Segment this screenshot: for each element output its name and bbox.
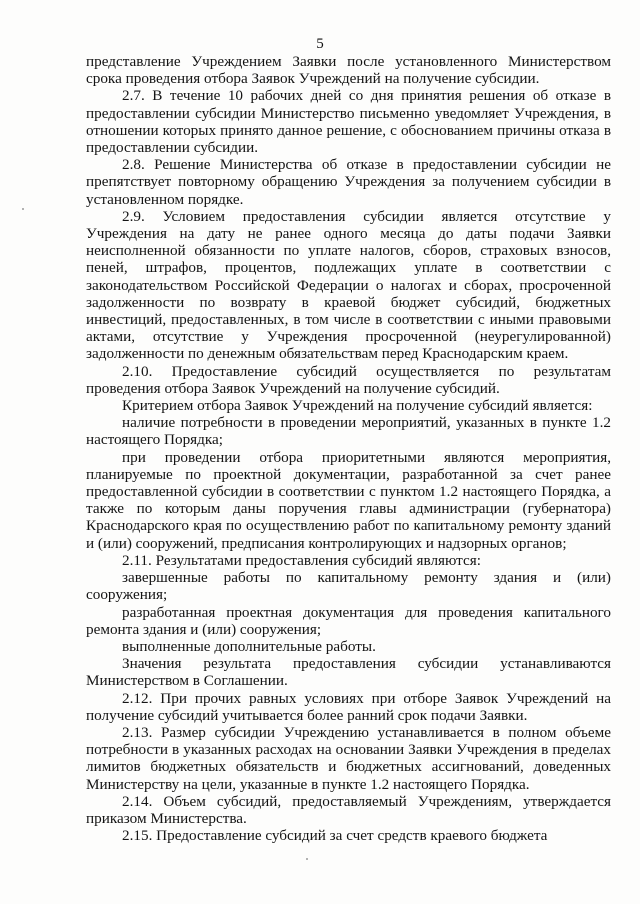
paragraph-criterion-need: наличие потребности в проведении мероприятий, указанных в пункте 1.2 настоящего Порядка; (86, 414, 611, 449)
scan-speck (22, 208, 24, 210)
paragraph-continuation: представление Учреждением Заявки после установленного Министерством срока проведения отбора Заявок Учреждений на получение субсидии. (86, 53, 611, 88)
paragraph-2-13: 2.13. Размер субсидии Учреждению устанавливается в полном объеме потребности в указанных расходах на основании Заявки Учреждения в пределах лимитов бюджетных обязательств и бюджетных ассигнований, доведенных Министерству на цели, указанные в пункте 1.2 настоящего Порядка. (86, 723, 611, 793)
page-number: 5 (316, 36, 324, 52)
paragraph-2-11: 2.11. Результатами предоставления субсидий являются: (122, 551, 481, 569)
paragraph-2-10: 2.10. Предоставление субсидий осуществляется по результатам проведения отбора Заявок Учреждений на получение субсидий. (86, 362, 611, 397)
paragraph-2-7: 2.7. В течение 10 рабочих дней со дня принятия решения об отказе в предоставлении субсидии Министерство письменно уведомляет Учреждения, в отношении которых принято данное решение, с обоснованием причины отказа в предоставлении субсидии. (86, 87, 611, 157)
paragraph-2-9: 2.9. Условием предоставления субсидии является отсутствие у Учреждения на дату не ранее одного месяца до даты подачи Заявки неисполненной обязанности по уплате налогов, сборов, страховых взносов, пеней, штрафов, процентов, подлежащих уплате в соответствии с законодательством Российской Федерации о налогах и сборах, просроченной задолженности по возврату в краевой бюджет субсидий, бюджетных инвестиций, предоставленных, в том числе в соответствии с иными правовыми актами, отсутствие у Учреждения просроченной (неурегулированной) задолженности по денежным обязательствам перед Краснодарским краем. (86, 207, 611, 363)
paragraph-selection-criterion: Критерием отбора Заявок Учреждений на получение субсидий является: (122, 397, 593, 415)
paragraph-result-repair: завершенные работы по капитальному ремонту здания и (или) сооружения; (86, 569, 611, 604)
paragraph-2-8: 2.8. Решение Министерства об отказе в предоставлении субсидии не препятствует повторному обращению Учреждения за получением субсидии в установленном порядке. (86, 156, 611, 208)
paragraph-2-14: 2.14. Объем субсидий, предоставляемый Учреждениям, утверждается приказом Министерства. (86, 792, 611, 827)
document-body (86, 53, 611, 844)
scan-speck (306, 858, 308, 860)
paragraph-2-12: 2.12. При прочих равных условиях при отборе Заявок Учреждений на получение субсидий учитывается более ранний срок подачи Заявки. (86, 689, 611, 724)
paragraph-result-additional: выполненные дополнительные работы. (122, 637, 376, 655)
paragraph-result-values: Значения результата предоставления субсидии устанавливаются Министерством в Соглашении. (86, 655, 611, 690)
paragraph-2-15: 2.15. Предоставление субсидий за счет средств краевого бюджета (122, 827, 548, 845)
paragraph-result-design: разработанная проектная документация для проведения капитального ремонта здания и (или) сооружения; (86, 603, 611, 638)
paragraph-criterion-priority: при проведении отбора приоритетными являются мероприятия, планируемые по проектной документации, разработанной за счет ранее предоставленной субсидии в соответствии с пунктом 1.2 настоящего Порядка, а также по которым даны поручения главы администрации (губернатора) Краснодарского края по осуществлению работ по капитальному ремонту зданий и (или) сооружений, предписания контролирующих и надзорных органов; (86, 448, 611, 552)
